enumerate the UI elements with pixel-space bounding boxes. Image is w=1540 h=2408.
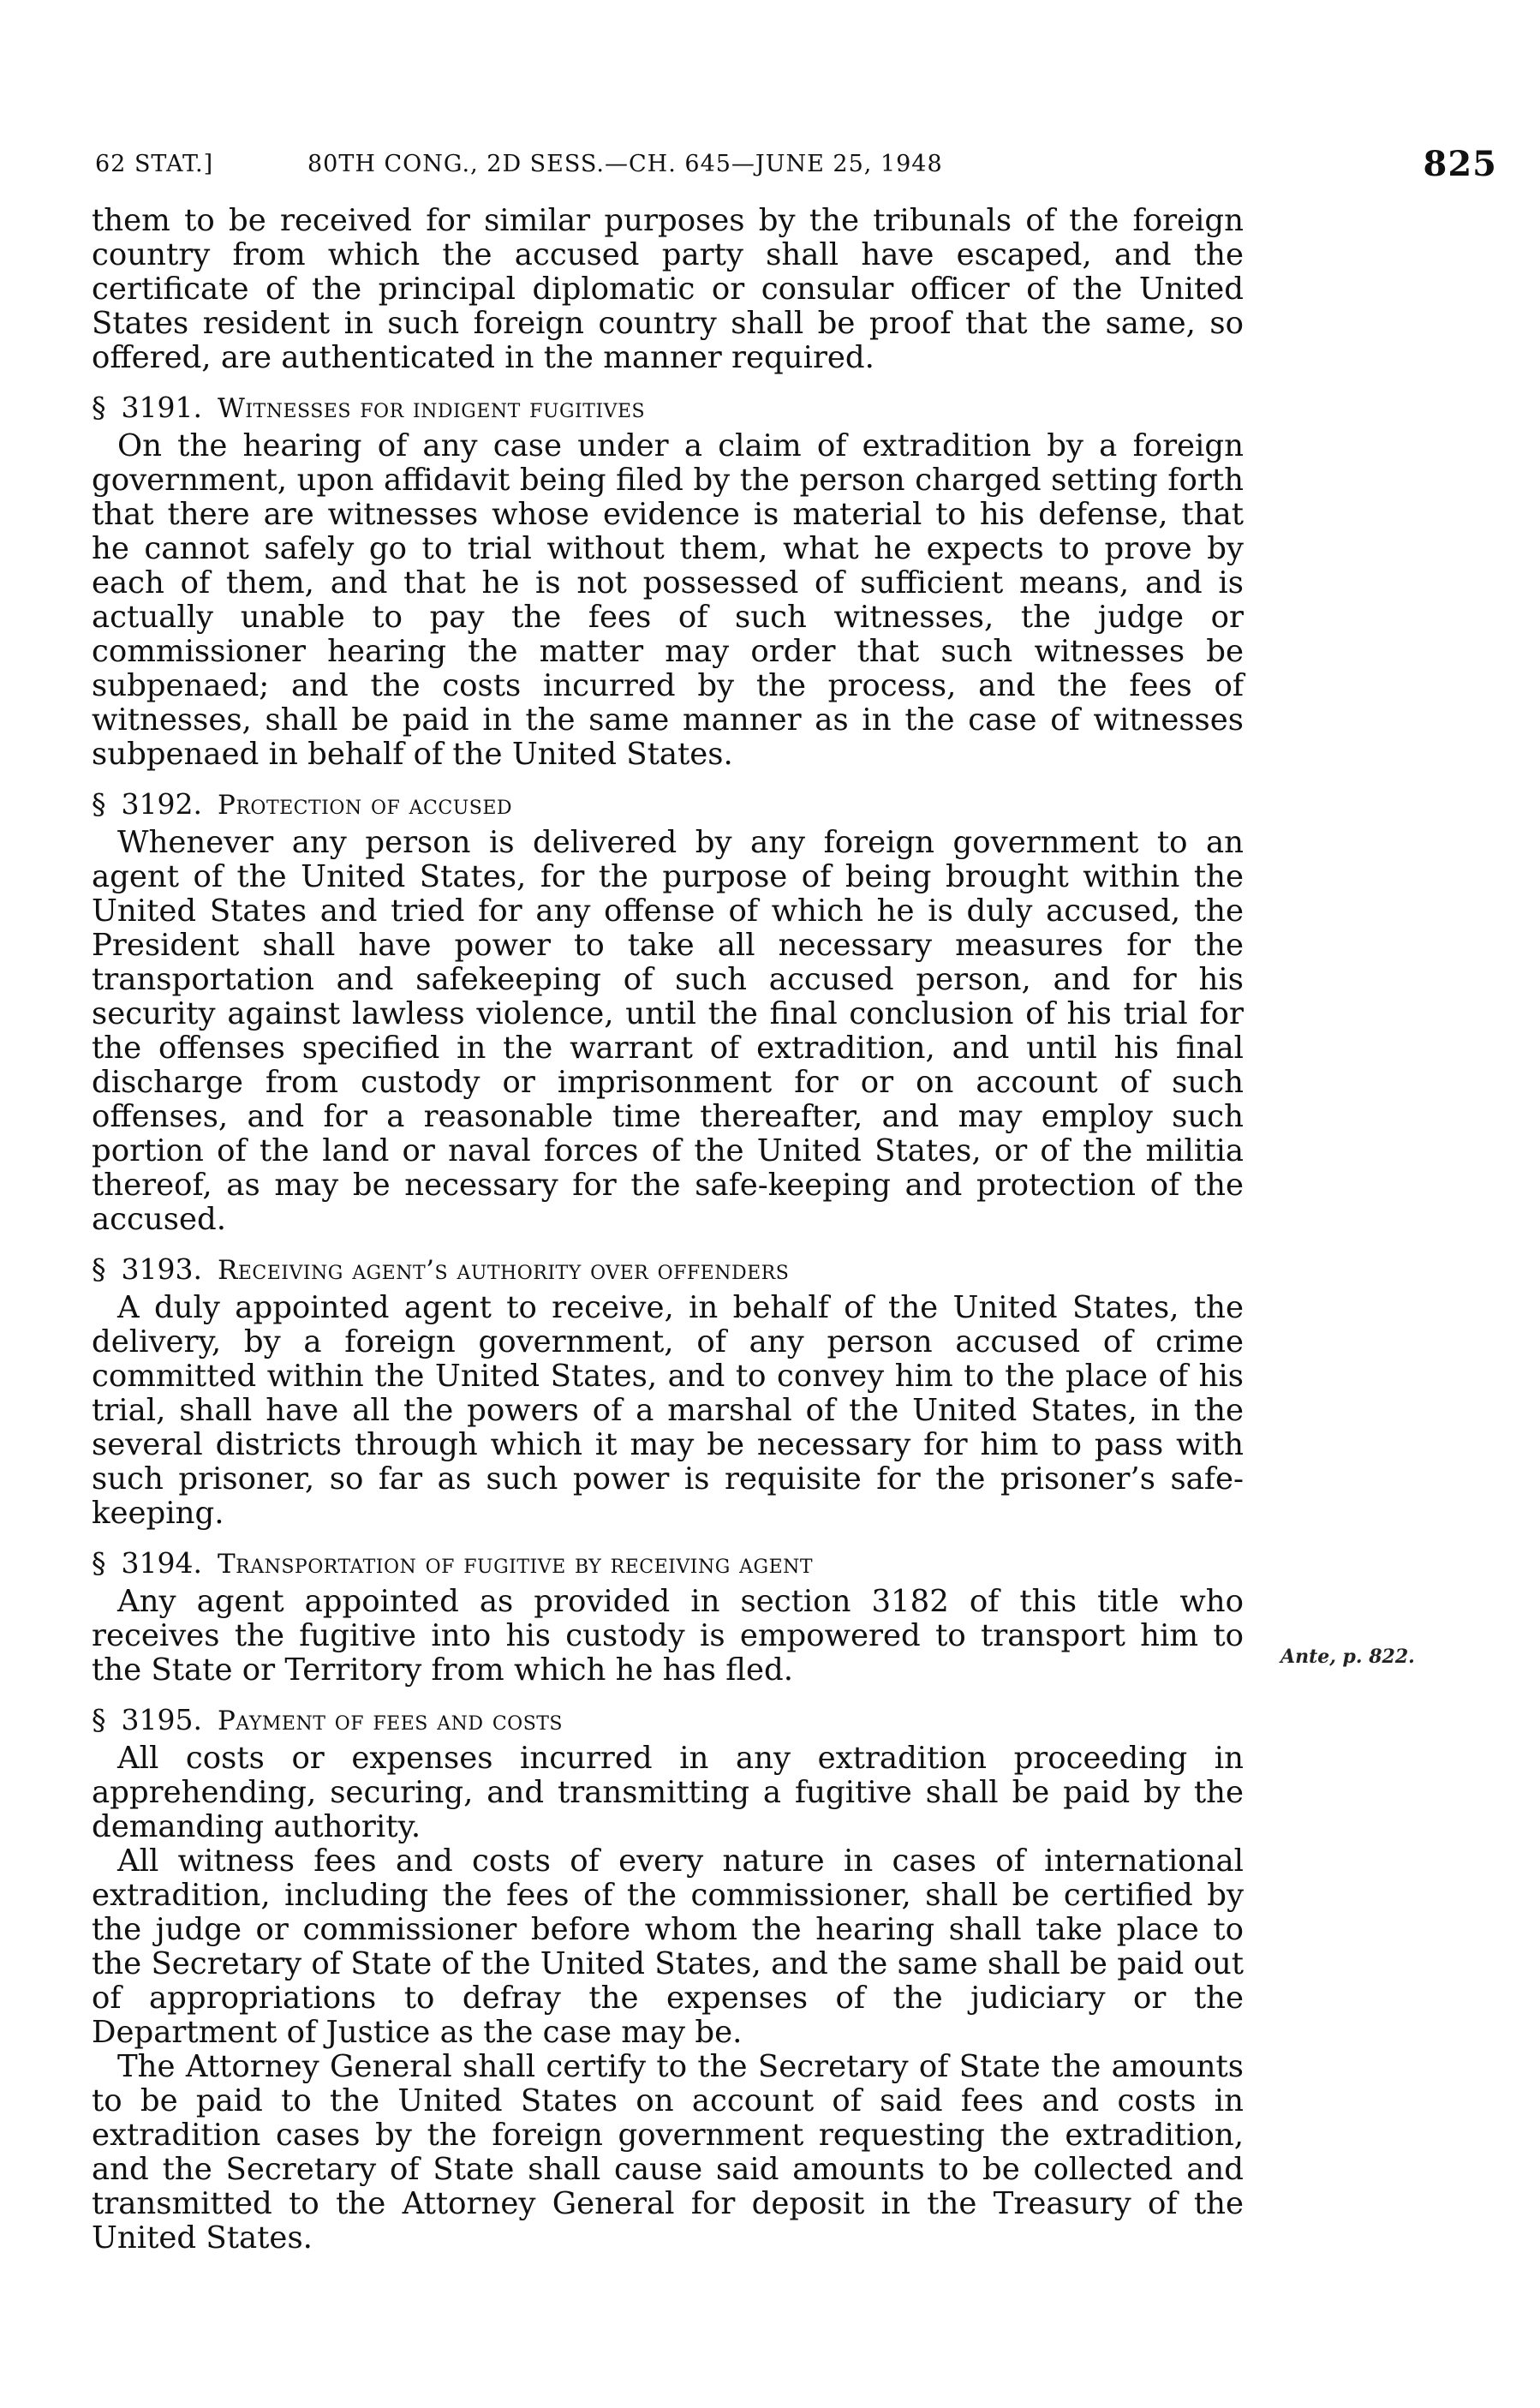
volume-citation: 62 STAT.] [95,151,214,177]
section-number: 3193. [121,1252,202,1286]
section-number: 3191. [121,391,202,424]
section-symbol: § [92,1252,106,1286]
section-heading [92,391,1244,426]
section-paragraph: A duly appointed agent to receive, in behalf of the United States, the delivery, by a foreign government, of any person accused of crime committed within the United States, and to convey him to the place of his trial, shall have all the powers of a marshal of the United States, in the several districts through which it may be necessary for him to pass with such prisoner, so far as such power is requisite for the prisoner’s safe-keeping. [92,1290,1244,1531]
continued-paragraph: them to be received for similar purposes by the tribunals of the foreign country from which the accused party shall have escaped, and the certificate of the principal diplomatic or consular officer of the United States resident in such foreign country shall be proof that the same, so offered, are authenticated in the manner required. [92,203,1244,375]
section-heading [92,1703,1244,1738]
section-paragraph: The Attorney General shall certify to the Secretary of State the amounts to be paid to the United States on account of said fees and costs in extradition cases by the foreign government requesting the extradition, and the Secretary of State shall cause said amounts to be collected and transmitted to the Attorney General for deposit in the Treasury of the United States. [92,2049,1244,2256]
section-symbol: § [92,391,106,424]
section-paragraph: All costs or expenses incurred in any extradition proceeding in apprehending, securing, and transmitting a fugitive shall be paid by the demanding authority. [92,1741,1244,1844]
section-3194 [92,1546,1244,1688]
section-heading [92,1546,1244,1581]
section-paragraph: On the hearing of any case under a claim of extradition by a foreign government, upon affidavit being filed by the person charged setting forth that there are witnesses whose evidence is material to his defense, that he cannot safely go to trial without them, what he expects to prove by each of them, and that he is not possessed of sufficient means, and is actually unable to pay the fees of such witnesses, the judge or commissioner hearing the matter may order that such witnesses be subpenaed; and the costs incurred by the process, and the fees of witnesses, shall be paid in the same manner as in the case of witnesses subpenaed in behalf of the United States. [92,428,1244,772]
section-symbol: § [92,1546,106,1580]
section-paragraph: All witness fees and costs of every nature in cases of international extradition, including the fees of the commissioner, shall be certified by the judge or commissioner before whom the hearing shall take place to the Secretary of State of the United States, and the same shall be paid out of appropriations to defray the expenses of the judiciary or the Department of Justice as the case may be. [92,1843,1244,2050]
section-3193 [92,1252,1244,1531]
section-heading [92,1252,1244,1288]
section-title: Protection of accused [217,790,513,821]
running-head [95,144,1497,187]
statute-body [92,204,1244,2256]
section-number: 3192. [121,787,202,821]
section-heading [92,787,1244,822]
section-symbol: § [92,787,106,821]
section-paragraph: Whenever any person is delivered by any foreign government to an agent of the United States, for the purpose of being brought within the United States and tried for any offense of which he is duly accused, the President shall have power to take all necessary measures for the transportation and safekeeping of such accused person, and for his security against lawless violence, until the final conclusion of his trial for the offenses specified in the warrant of extradition, and until his final discharge from custody or imprisonment for or on account of such offenses, and for a reasonable time thereafter, and may employ such portion of the land or naval forces of the United States, or of the militia thereof, as may be necessary for the safe-keeping and protection of the accused. [92,825,1244,1237]
section-number: 3195. [121,1703,202,1736]
section-title: Payment of fees and costs [217,1706,564,1736]
section-3195 [92,1703,1244,2256]
section-symbol: § [92,1703,106,1736]
section-title: Receiving agent’s authority over offenders [217,1255,790,1286]
session-citation: 80TH CONG., 2D SESS.—CH. 645—JUNE 25, 1948 [307,151,943,177]
section-3191 [92,391,1244,772]
section-title: Witnesses for indigent fugitives [217,393,646,424]
section-number: 3194. [121,1546,202,1580]
margin-note-cross-reference: Ante, p. 822. [1280,1646,1415,1668]
section-title: Transportation of fugitive by receiving agent [217,1549,814,1580]
section-paragraph: Any agent appointed as provided in section 3182 of this title who receives the fugitive into his custody is empowered to transport him to the State or Territory from which he has fled. [92,1584,1244,1688]
page-number: 825 [1423,144,1497,184]
section-3192 [92,787,1244,1237]
